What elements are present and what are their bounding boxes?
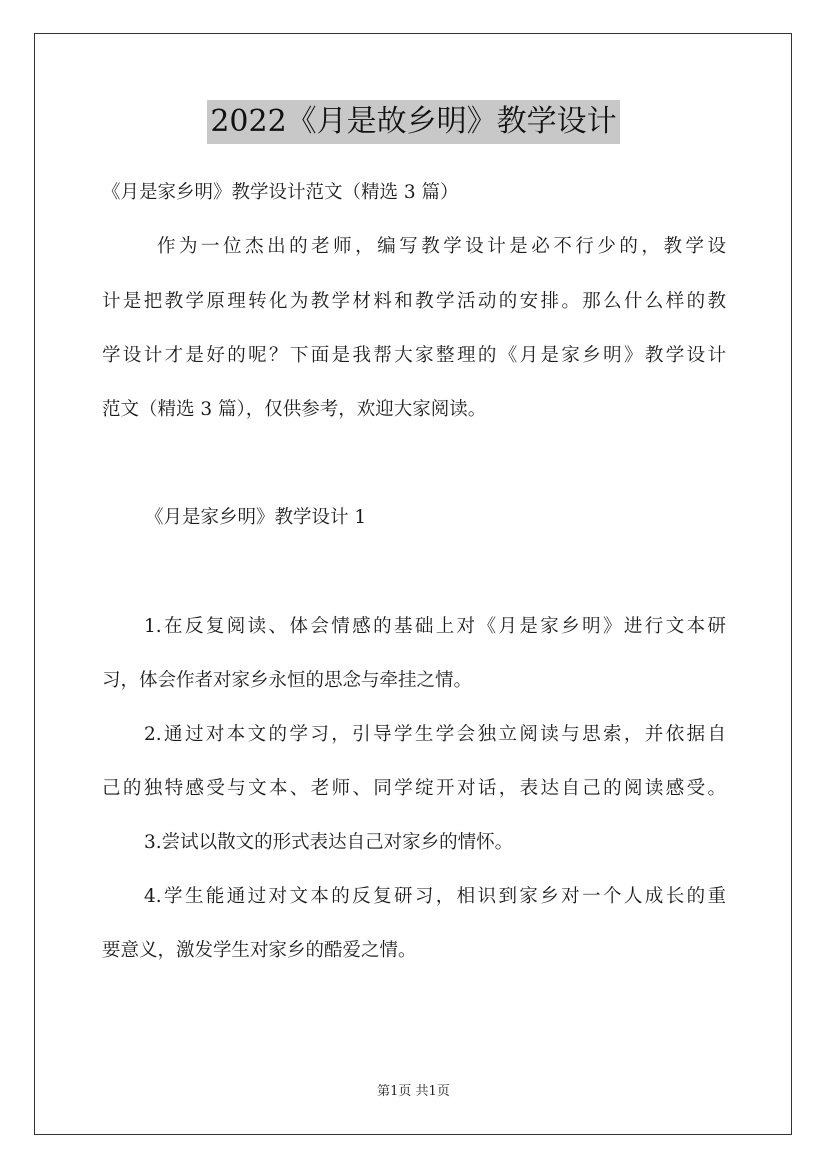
objective-4-line-2: 要意义，激发学生对家乡的酷爱之情。 xyxy=(102,940,417,961)
page-footer: 第1页 共1页 xyxy=(377,1084,450,1099)
objective-1-line-1: 1.在反复阅读、体会情感的基础上对《月是家乡明》进行文本研 xyxy=(144,616,726,637)
objective-1-line-2: 习，体会作者对家乡永恒的思念与牵挂之情。 xyxy=(102,670,473,691)
objective-2-line-2: 己的独特感受与文本、老师、同学绽开对话，表达自己的阅读感受。 xyxy=(102,778,726,799)
document-subtitle: 《月是家乡明》教学设计范文（精选 3 篇） xyxy=(102,182,459,203)
objective-2-line-1: 2.通过对本文的学习，引导学生学会独立阅读与思索，并依据自 xyxy=(144,724,726,745)
document-title: 2022《月是故乡明》教学设计 xyxy=(207,100,619,144)
intro-line-4: 范文（精选 3 篇），仅供参考，欢迎大家阅读。 xyxy=(102,399,487,420)
section-heading: 《月是家乡明》教学设计 1 xyxy=(145,507,367,528)
objective-3-line-1: 3.尝试以散文的形式表达自己对家乡的情怀。 xyxy=(144,832,514,853)
intro-line-2: 计是把教学原理转化为教学材料和教学活动的安排。那么什么样的教 xyxy=(102,291,726,312)
intro-line-1: 作为一位杰出的老师，编写教学设计是必不行少的，教学设 xyxy=(157,236,726,257)
intro-line-3: 学设计才是好的呢？下面是我帮大家整理的《月是家乡明》教学设计 xyxy=(102,345,726,366)
title-container xyxy=(0,100,827,144)
objective-4-line-1: 4.学生能通过对文本的反复研习，相识到家乡对一个人成长的重 xyxy=(144,886,726,907)
